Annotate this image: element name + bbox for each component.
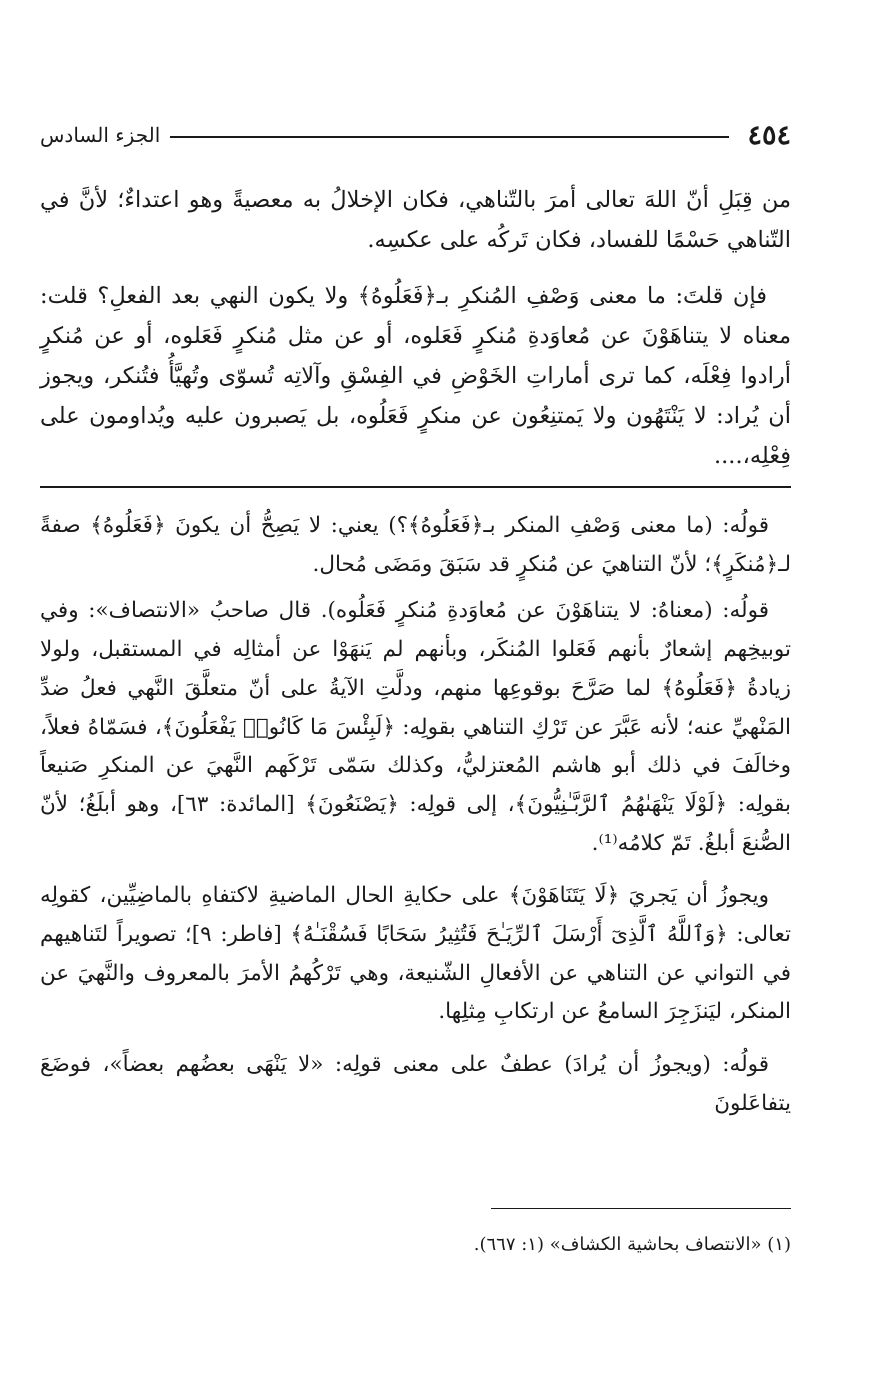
commentary-paragraph: قولُه: (ويجوزُ أن يُرادَ) عطفٌ على معنى قولِه: «لا يَنْهَى بعضُهم بعضاً»، فوضَعَ يتفاعَلونَ	[40, 1052, 791, 1116]
main-paragraph: فإن قلتَ: ما معنى وَصْفِ المُنكرِ بـ﴿فَعَلُوهُ﴾ ولا يكون النهي بعد الفعلِ؟ قلت: معناه لا يتناهَوْنَ عن مُعاوَدةِ مُنكرٍ فَعَلوه، أو عن مثل مُنكرٍ فَعَلوه، أو عن مُنكرٍ أرادوا فِعْلَه، كما ترى أماراتِ الخَوْضِ في الفِسْقِ وآلاتِه تُسوّى وتُهيَّأُ فتُنكر، ويجوز أن يُراد: لا يَنْتَهُون ولا يَمتنِعُون عن منكرٍ فَعَلُوه، بل يَصبرون عليه ويُداومون على فِعْلِه،....	[40, 283, 791, 469]
main-text	[40, 180, 791, 492]
page-header	[40, 118, 791, 152]
main-commentary-divider	[40, 486, 791, 488]
commentary-paragraph: قولُه: (ما معنى وَصْفِ المنكر بـ﴿فَعَلُوهُ﴾؟) يعني: لا يَصِحُّ أن يكونَ ﴿فَعَلُوهُ﴾ صفةً لـ﴿مُنكَرٍ﴾؛ لأنّ التناهيَ عن مُنكرٍ قد سَبَقَ ومَضَى مُحال.	[40, 513, 791, 577]
footnote-rule	[491, 1208, 791, 1209]
footnote-text: (١) «الانتصاف بحاشية الكشاف» (١: ٦٦٧).	[473, 1234, 791, 1255]
page-number: ٤٥٤	[747, 119, 791, 151]
running-title: الجزء السادس	[40, 123, 161, 147]
main-paragraph: من قِبَلِ أنّ اللهَ تعالى أمرَ بالتّناهي، فكان الإخلالُ به معصيةً وهو اعتداءٌ؛ لأنَّ في التّناهي حَسْمًا للفساد، فكان تَركُه على عكسِه.	[40, 187, 791, 253]
footnote	[40, 1231, 791, 1259]
commentary-paragraph: ويجوزُ أن يَجريَ ﴿لَا يَتَنَاهَوْنَ﴾ على حكايةِ الحال الماضيةِ لاكتفاهِ بالماضِيِّين، كقولِه تعالى: ﴿وَٱللَّهُ ٱلَّذِىٓ أَرْسَلَ ٱلرِّيَـٰحَ فَتُثِيرُ سَحَابًا فَسُقْنَـٰهُ﴾ [فاطر: ٩]؛ تصويراً لتَناهيهم في التواني عن التناهي عن الأفعالِ الشّنيعة، وهي تَرْكُهمُ الأمرَ بالمعروف والنَّهيَ عن المنكر، ليَنزَجِرَ السامعُ عن ارتكابِ مِثلِها.	[40, 883, 791, 1025]
commentary-paragraph: قولُه: (معناهُ: لا يتناهَوْنَ عن مُعاوَدةِ مُنكرٍ فَعَلُوه). قال صاحبُ «الانتصاف»: وفي توبيخِهم إشعارٌ بأنهم فَعَلوا المُنكَر، وبأنهم لم يَنهَوْا عن أمثالِه في المستقبل، ولولا زيادةُ ﴿فَعَلُوهُ﴾ لما صَرَّحَ بوقوعِها منهم، ودلَّتِ الآيةُ على أنّ متعلَّقَ النَّهي فعلُ ضدِّ المَنْهيِّ عنه؛ لأنه عَبَّرَ عن تَرْكِ التناهي بقولِه: ﴿لَبِئْسَ مَا كَانُوا۟ يَفْعَلُونَ﴾، فسَمّاهُ فعلاً، وخالَفَ في ذلك أبو هاشم المُعتزليُّ، وكذلك سَمّى تَرْكَهم النَّهيَ عن المنكرِ صَنيعاً بقولِه: ﴿لَوْلَا يَنْهَىٰهُمُ ٱلرَّبَّـٰنِيُّونَ﴾، إلى قولِه: ﴿يَصْنَعُونَ﴾ [المائدة: ٦٣]، وهو أبلَغُ؛ لأنّ الصُّنعَ أبلغُ. تَمّ كلامُه⁽¹⁾.	[40, 598, 792, 856]
commentary-text	[40, 507, 791, 1138]
header-rule	[170, 136, 729, 138]
